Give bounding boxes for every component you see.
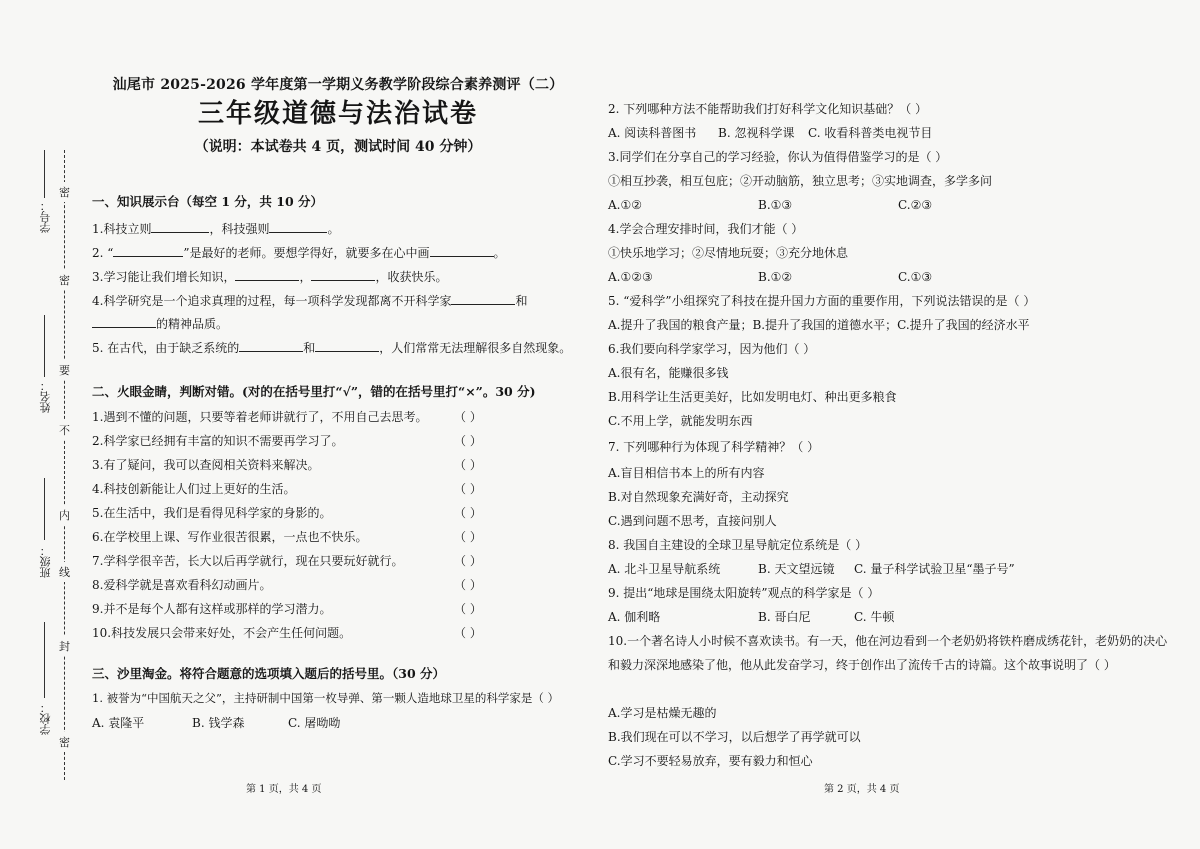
judge-item: 2.科学家已经拥有丰富的知识不需要再学习了。 (92, 434, 344, 448)
choice-question-5: 5. “爱科学”小组探究了科技在提升国力方面的重要作用，下列说法错误的是（ ） (608, 294, 1036, 308)
judge-item: 5.在生活中，我们是看得见科学家的身影的。 (92, 506, 332, 520)
answer-blank[interactable] (269, 221, 327, 233)
name-line (44, 315, 45, 377)
answer-paren[interactable]: （ ） (454, 434, 482, 448)
option-c[interactable]: C.①③ (898, 270, 933, 284)
option-b[interactable]: B. 钱学森 (192, 716, 245, 730)
exam-note: （说明：本试卷共 4 页，测试时间 40 分钟） (194, 139, 482, 155)
fill-question-5: 5. 在古代，由于缺乏系统的 和 ，人们常常无法理解很多自然现象。 (92, 341, 572, 355)
option-c[interactable]: C. 量子科学试验卫星“墨子号” (854, 562, 1015, 576)
option-b[interactable]: B.我们现在可以不学习，以后想学了再学就可以 (608, 730, 861, 744)
student-id-label: 学号： (39, 200, 52, 233)
answer-paren[interactable]: （ ） (454, 602, 482, 616)
page-footer: 第 2 页，共 4 页 (824, 784, 900, 795)
answer-paren[interactable]: （ ） (454, 554, 482, 568)
option-line[interactable]: A.提升了我国的粮食产量；B.提升了我国的道德水平；C.提升了我国的经济水平 (608, 318, 1030, 332)
student-id-line (44, 150, 45, 198)
school-line (44, 622, 45, 698)
judge-item: 7.学科学很辛苦，长大以后再学就行，现在只要玩好就行。 (92, 554, 404, 568)
option-c[interactable]: C.不用上学，就能发明东西 (608, 414, 753, 428)
class-line (44, 478, 45, 540)
option-b[interactable]: B. 哥白尼 (758, 610, 811, 624)
option-a[interactable]: A. 伽利略 (608, 610, 661, 624)
option-b[interactable]: B. 忽视科学课 (718, 126, 795, 140)
choice-question-1: 1. 被誉为“中国航天之父”，主持研制中国第一枚导弹、第一颗人造地球卫星的科学家是（ ） (92, 691, 560, 705)
answer-blank[interactable] (311, 269, 375, 281)
judge-item: 4.科技创新能让人们过上更好的生活。 (92, 482, 296, 496)
choice-question-3: 3.同学们在分享自己的学习经验，你认为值得借鉴学习的是（ ） (608, 150, 948, 164)
judge-item: 1.遇到不懂的问题，只要等着老师讲就行了，不用自己去思考。 (92, 410, 428, 424)
seal-word: 密 (59, 270, 70, 290)
exam-title: 三年级道德与法治试卷 (197, 99, 478, 129)
option-c[interactable]: C. 牛顿 (854, 610, 895, 624)
seal-word: 线 (59, 562, 70, 582)
answer-paren[interactable]: （ ） (454, 626, 482, 640)
answer-blank[interactable] (92, 316, 156, 328)
choice-question-6: 6.我们要向科学家学习，因为他们（ ） (608, 342, 816, 356)
fill-question-1: 1.科技立则 ，科技强则 。 (92, 222, 340, 236)
option-c[interactable]: C. 收看科普类电视节目 (808, 126, 933, 140)
answer-paren[interactable]: （ ） (454, 578, 482, 592)
choice-question-4: 4.学会合理安排时间，我们才能（ ） (608, 222, 804, 236)
judge-item: 9.并不是每个人都有这样或那样的学习潜力。 (92, 602, 332, 616)
option-a[interactable]: A.①②③ (608, 270, 653, 284)
page-footer: 第 1 页，共 4 页 (246, 784, 322, 795)
option-b[interactable]: B.用科学让生活更美好，比如发明电灯、种出更多粮食 (608, 390, 897, 404)
answer-blank[interactable] (239, 340, 303, 352)
exam-header: 汕尾市 2025-2026 学年度第一学期义务教学阶段综合素养测评（二） (112, 77, 564, 93)
seal-word: 封 (59, 636, 70, 656)
answer-paren[interactable]: （ ） (454, 506, 482, 520)
option-a[interactable]: A. 阅读科普图书 (608, 126, 697, 140)
seal-word: 密 (59, 182, 70, 202)
judge-item: 6.在学校里上课、写作业很苦很累，一点也不快乐。 (92, 530, 368, 544)
option-b[interactable]: B. 天文望远镜 (758, 562, 835, 576)
choice-question-9: 9. 提出“地球是围绕太阳旋转”观点的科学家是（ ） (608, 586, 880, 600)
choice-question-2: 2. 下列哪种方法不能帮助我们打好科学文化知识基础？（ ） (608, 102, 928, 116)
judge-item: 3.有了疑问，我可以查阅相关资料来解决。 (92, 458, 320, 472)
option-c[interactable]: C.②③ (898, 198, 933, 212)
option-c[interactable]: C.遇到问题不思考，直接问别人 (608, 514, 777, 528)
choice-question-7: 7. 下列哪种行为体现了科学精神？（ ） (608, 440, 820, 454)
answer-paren[interactable]: （ ） (454, 530, 482, 544)
seal-word: 不 (59, 420, 70, 440)
seal-dashed-line (64, 150, 65, 780)
answer-blank[interactable] (451, 293, 515, 305)
choice-question-10: 10.一个著名诗人小时候不喜欢读书。有一天，他在河边看到一个老奶奶将铁杵磨成绣花针，老奶奶的决心和毅力深深地感染了他，他从此发奋学习，终于创作出了流传千古的诗篇。这个故事说明了（ ） (608, 634, 1168, 672)
section-3-title: 三、沙里淘金。将符合题意的选项填入题后的括号里。（30 分） (92, 666, 445, 681)
option-c[interactable]: C. 屠呦呦 (288, 716, 341, 730)
fill-question-4: 4.科学研究是一个追求真理的过程，每一项科学发现都离不开科学家 和 (92, 294, 528, 308)
answer-blank[interactable] (113, 245, 183, 257)
option-a[interactable]: A.学习是枯燥无趣的 (608, 706, 717, 720)
name-label: 姓名： (39, 380, 52, 413)
judge-item: 10.科技发展只会带来好处，不会产生任何问题。 (92, 626, 352, 640)
seal-word: 要 (59, 360, 70, 380)
section-2-title: 二、火眼金睛，判断对错。(对的在括号里打“√”，错的在括号里打“×”。30 分) (92, 384, 536, 399)
statement-options: ①快乐地学习；②尽情地玩耍；③充分地休息 (608, 246, 849, 260)
answer-blank[interactable] (235, 269, 299, 281)
answer-paren[interactable]: （ ） (454, 410, 482, 424)
statement-options: ①相互抄袭，相互包庇；②开动脑筋，独立思考；③实地调查，多学多问 (608, 174, 993, 188)
option-a[interactable]: A.①② (608, 198, 642, 212)
school-label: 学校： (39, 702, 52, 735)
answer-blank[interactable] (151, 221, 209, 233)
answer-blank[interactable] (315, 340, 379, 352)
option-b[interactable]: B.对自然现象充满好奇，主动探究 (608, 490, 789, 504)
option-c[interactable]: C.学习不要轻易放弃，要有毅力和恒心 (608, 754, 813, 768)
binding-strip (0, 0, 88, 849)
answer-paren[interactable]: （ ） (454, 458, 482, 472)
fill-question-2: 2. “ ”是最好的老师。要想学得好，就要多在心中画 。 (92, 246, 506, 260)
option-a[interactable]: A.很有名，能赚很多钱 (608, 366, 729, 380)
judge-item: 8.爱科学就是喜欢看科幻动画片。 (92, 578, 272, 592)
option-a[interactable]: A. 袁隆平 (92, 716, 145, 730)
choice-question-8: 8. 我国自主建设的全球卫星导航定位系统是（ ） (608, 538, 868, 552)
fill-question-4-cont: 的精神品质。 (92, 316, 228, 330)
section-1-title: 一、知识展示台（每空 1 分，共 10 分） (92, 194, 324, 209)
option-b[interactable]: B.①③ (758, 198, 793, 212)
class-label: 班级： (39, 545, 52, 578)
option-a[interactable]: A.盲目相信书本上的所有内容 (608, 466, 765, 480)
seal-word: 密 (59, 732, 70, 752)
seal-word: 内 (59, 505, 70, 525)
answer-paren[interactable]: （ ） (454, 482, 482, 496)
option-b[interactable]: B.①② (758, 270, 793, 284)
fill-question-3: 3.学习能让我们增长知识， ， ，收获快乐。 (92, 270, 448, 284)
answer-blank[interactable] (430, 245, 494, 257)
option-a[interactable]: A. 北斗卫星导航系统 (608, 562, 721, 576)
